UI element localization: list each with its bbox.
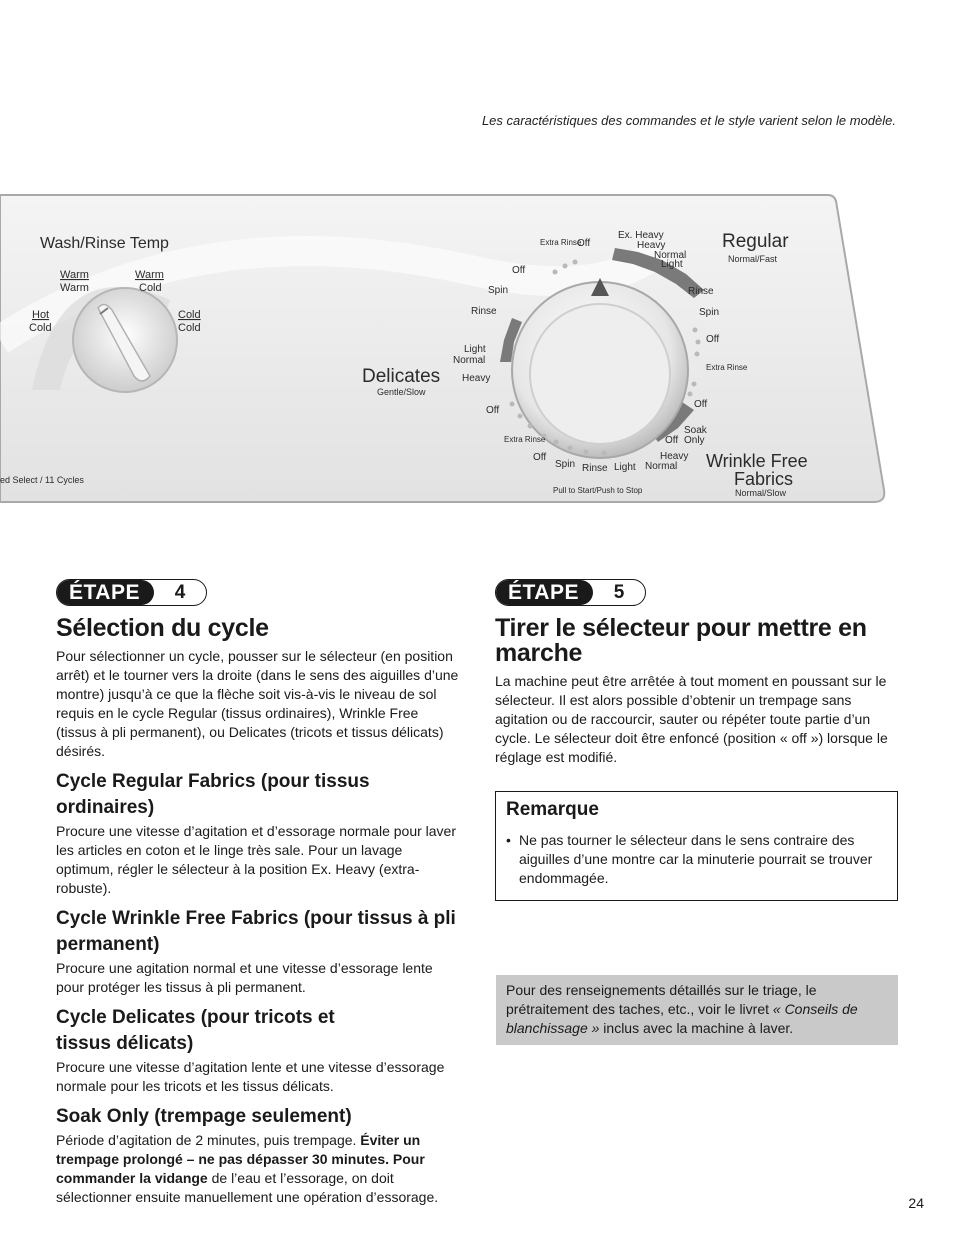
remarque-title: Remarque: [506, 799, 599, 820]
svg-text:Off: Off: [486, 405, 500, 416]
svg-text:Spin: Spin: [555, 459, 576, 470]
svg-text:Spin: Spin: [488, 285, 509, 296]
regular-title: Regular: [722, 231, 789, 252]
svg-text:Only: Only: [684, 435, 705, 446]
soak-heading: Soak Only (trempage seulement): [56, 1106, 352, 1127]
regular-subtitle: Normal/Fast: [728, 254, 778, 264]
svg-text:Off: Off: [665, 435, 679, 446]
svg-text:Normal: Normal: [654, 250, 687, 261]
svg-text:Rinse: Rinse: [471, 306, 497, 317]
svg-text:Rinse: Rinse: [582, 463, 608, 474]
remarque-text: Ne pas tourner le sélecteur dans le sens contraire des aiguilles d’une montre car la minuterie pourrait se trouver endommagée.: [519, 832, 873, 886]
wrinkle-heading: Cycle Wrinkle Free Fabrics (pour tissus à pli permanent): [56, 908, 456, 955]
delicates-subtitle: Gentle/Slow: [377, 387, 426, 397]
svg-text:Rinse: Rinse: [688, 286, 714, 297]
svg-text:Ex. Heavy: Ex. Heavy: [618, 230, 664, 241]
svg-text:Off: Off: [694, 399, 708, 410]
remarque-box: [495, 791, 898, 901]
svg-text:Warm: Warm: [60, 269, 89, 281]
step4-title: Sélection du cycle: [56, 614, 269, 642]
step5-badge-number: 5: [613, 582, 625, 603]
svg-text:Off: Off: [533, 452, 547, 463]
svg-text:Cold: Cold: [178, 309, 201, 321]
delicates-title: Delicates: [362, 366, 441, 387]
svg-text:Light: Light: [614, 462, 636, 473]
svg-text:Off: Off: [706, 334, 720, 345]
svg-text:Extra Rinse: Extra Rinse: [540, 238, 582, 247]
svg-text:Extra Rinse: Extra Rinse: [706, 363, 748, 372]
svg-text:Hot: Hot: [32, 309, 50, 321]
wrinkle-title-1: Wrinkle Free: [706, 451, 808, 471]
model-variation-note: Les caractéristiques des commandes et le style varient selon le modèle.: [481, 113, 896, 128]
step4-section: [56, 579, 460, 1207]
step5-badge: [495, 579, 646, 606]
step4-badge-label: ÉTAPE: [57, 580, 154, 605]
pull-note: Pull to Start/Push to Stop: [553, 486, 643, 495]
regular-text: Procure une vitesse d’agitation et d’essorage normale pour laver les articles en coton et le linge très sale. Pour un lavage optimum, régler le sélecteur à la position Ex. Heavy (extra-robuste).: [56, 823, 457, 896]
control-panel-illustration: [0, 190, 890, 508]
soak-text: Période d’agitation de 2 minutes, puis trempage. Éviter un trempage prolongé – ne pas dépasser 30 minutes. Pour commander la vidange de l’eau et l’essorage, on doit sélectionner ensuite manuellement une opération d’essorage.: [56, 1132, 439, 1205]
step4-badge-number: 4: [174, 582, 186, 603]
svg-text:Warm: Warm: [60, 282, 89, 294]
svg-text:Off: Off: [512, 265, 526, 276]
svg-text:Cold: Cold: [178, 322, 201, 334]
svg-text:Warm: Warm: [135, 269, 164, 281]
svg-text:Heavy: Heavy: [462, 373, 491, 384]
temp-title: Wash/Rinse Temp: [40, 235, 169, 252]
svg-text:Soak: Soak: [684, 425, 707, 436]
svg-text:Spin: Spin: [699, 307, 720, 318]
delicates-heading: Cycle Delicates (pour tricots et tissus délicats): [56, 1007, 335, 1054]
delicates-text: Procure une vitesse d’agitation lente et une vitesse d’essorage normale pour les tricots et les tissus délicats.: [56, 1059, 445, 1094]
step5-badge-label: ÉTAPE: [496, 580, 593, 605]
svg-text:Light: Light: [464, 344, 486, 355]
svg-text:Cold: Cold: [29, 322, 52, 334]
svg-text:Cold: Cold: [139, 282, 162, 294]
step4-badge: [56, 579, 207, 606]
svg-text:Extra Rinse: Extra Rinse: [504, 435, 546, 444]
step5-title: Tirer le sélecteur pour mettre en marche: [495, 614, 867, 667]
svg-text:Normal: Normal: [645, 461, 678, 472]
svg-text:Heavy: Heavy: [637, 240, 666, 251]
wrinkle-subtitle: Normal/Slow: [735, 488, 787, 498]
svg-text:Normal: Normal: [453, 355, 486, 366]
regular-heading: Cycle Regular Fabrics (pour tissus ordinaires): [56, 771, 370, 818]
step5-text: La machine peut être arrêtée à tout moment en poussant sur le sélecteur. Il est alors possible d’obtenir un trempage sans agitation ou de raccourcir, sauter ou répéter toute partie d’un cycle. Le sélecteur doit être enfoncé (position « off ») lorsque le réglage est modifié.: [495, 673, 888, 765]
svg-text:Heavy: Heavy: [660, 451, 689, 462]
bullet-icon: •: [506, 832, 511, 848]
svg-text:Light: Light: [661, 259, 683, 270]
info-box: Pour des renseignements détaillés sur le triage, le prétraitement des taches, etc., voir le livret « Conseils de blanchissage » inclus avec la machine à laver.: [496, 975, 898, 1045]
cycles-note: ed Select / 11 Cycles: [0, 475, 84, 485]
step4-intro: Pour sélectionner un cycle, pousser sur le sélecteur (en position arrêt) et le tourner vers la droite (dans le sens des aiguilles d’une montre) jusqu’à ce que la flèche soit vis-à-vis le niveau de sol requis en le cycle Regular (tissus ordinaires), Wrinkle Free (tissus à pli permanent), ou Delicates (tricots et tissus délicats) désirés.: [56, 648, 459, 759]
wrinkle-title-2: Fabrics: [734, 469, 794, 489]
wrinkle-text: Procure une agitation normal et une vitesse d’essorage lente pour protéger les tissus à pli permanent.: [56, 960, 433, 995]
svg-text:Off: Off: [577, 238, 591, 249]
step5-section: [495, 579, 900, 901]
remarque-item: [506, 831, 887, 888]
page-number: 24: [908, 1195, 924, 1211]
